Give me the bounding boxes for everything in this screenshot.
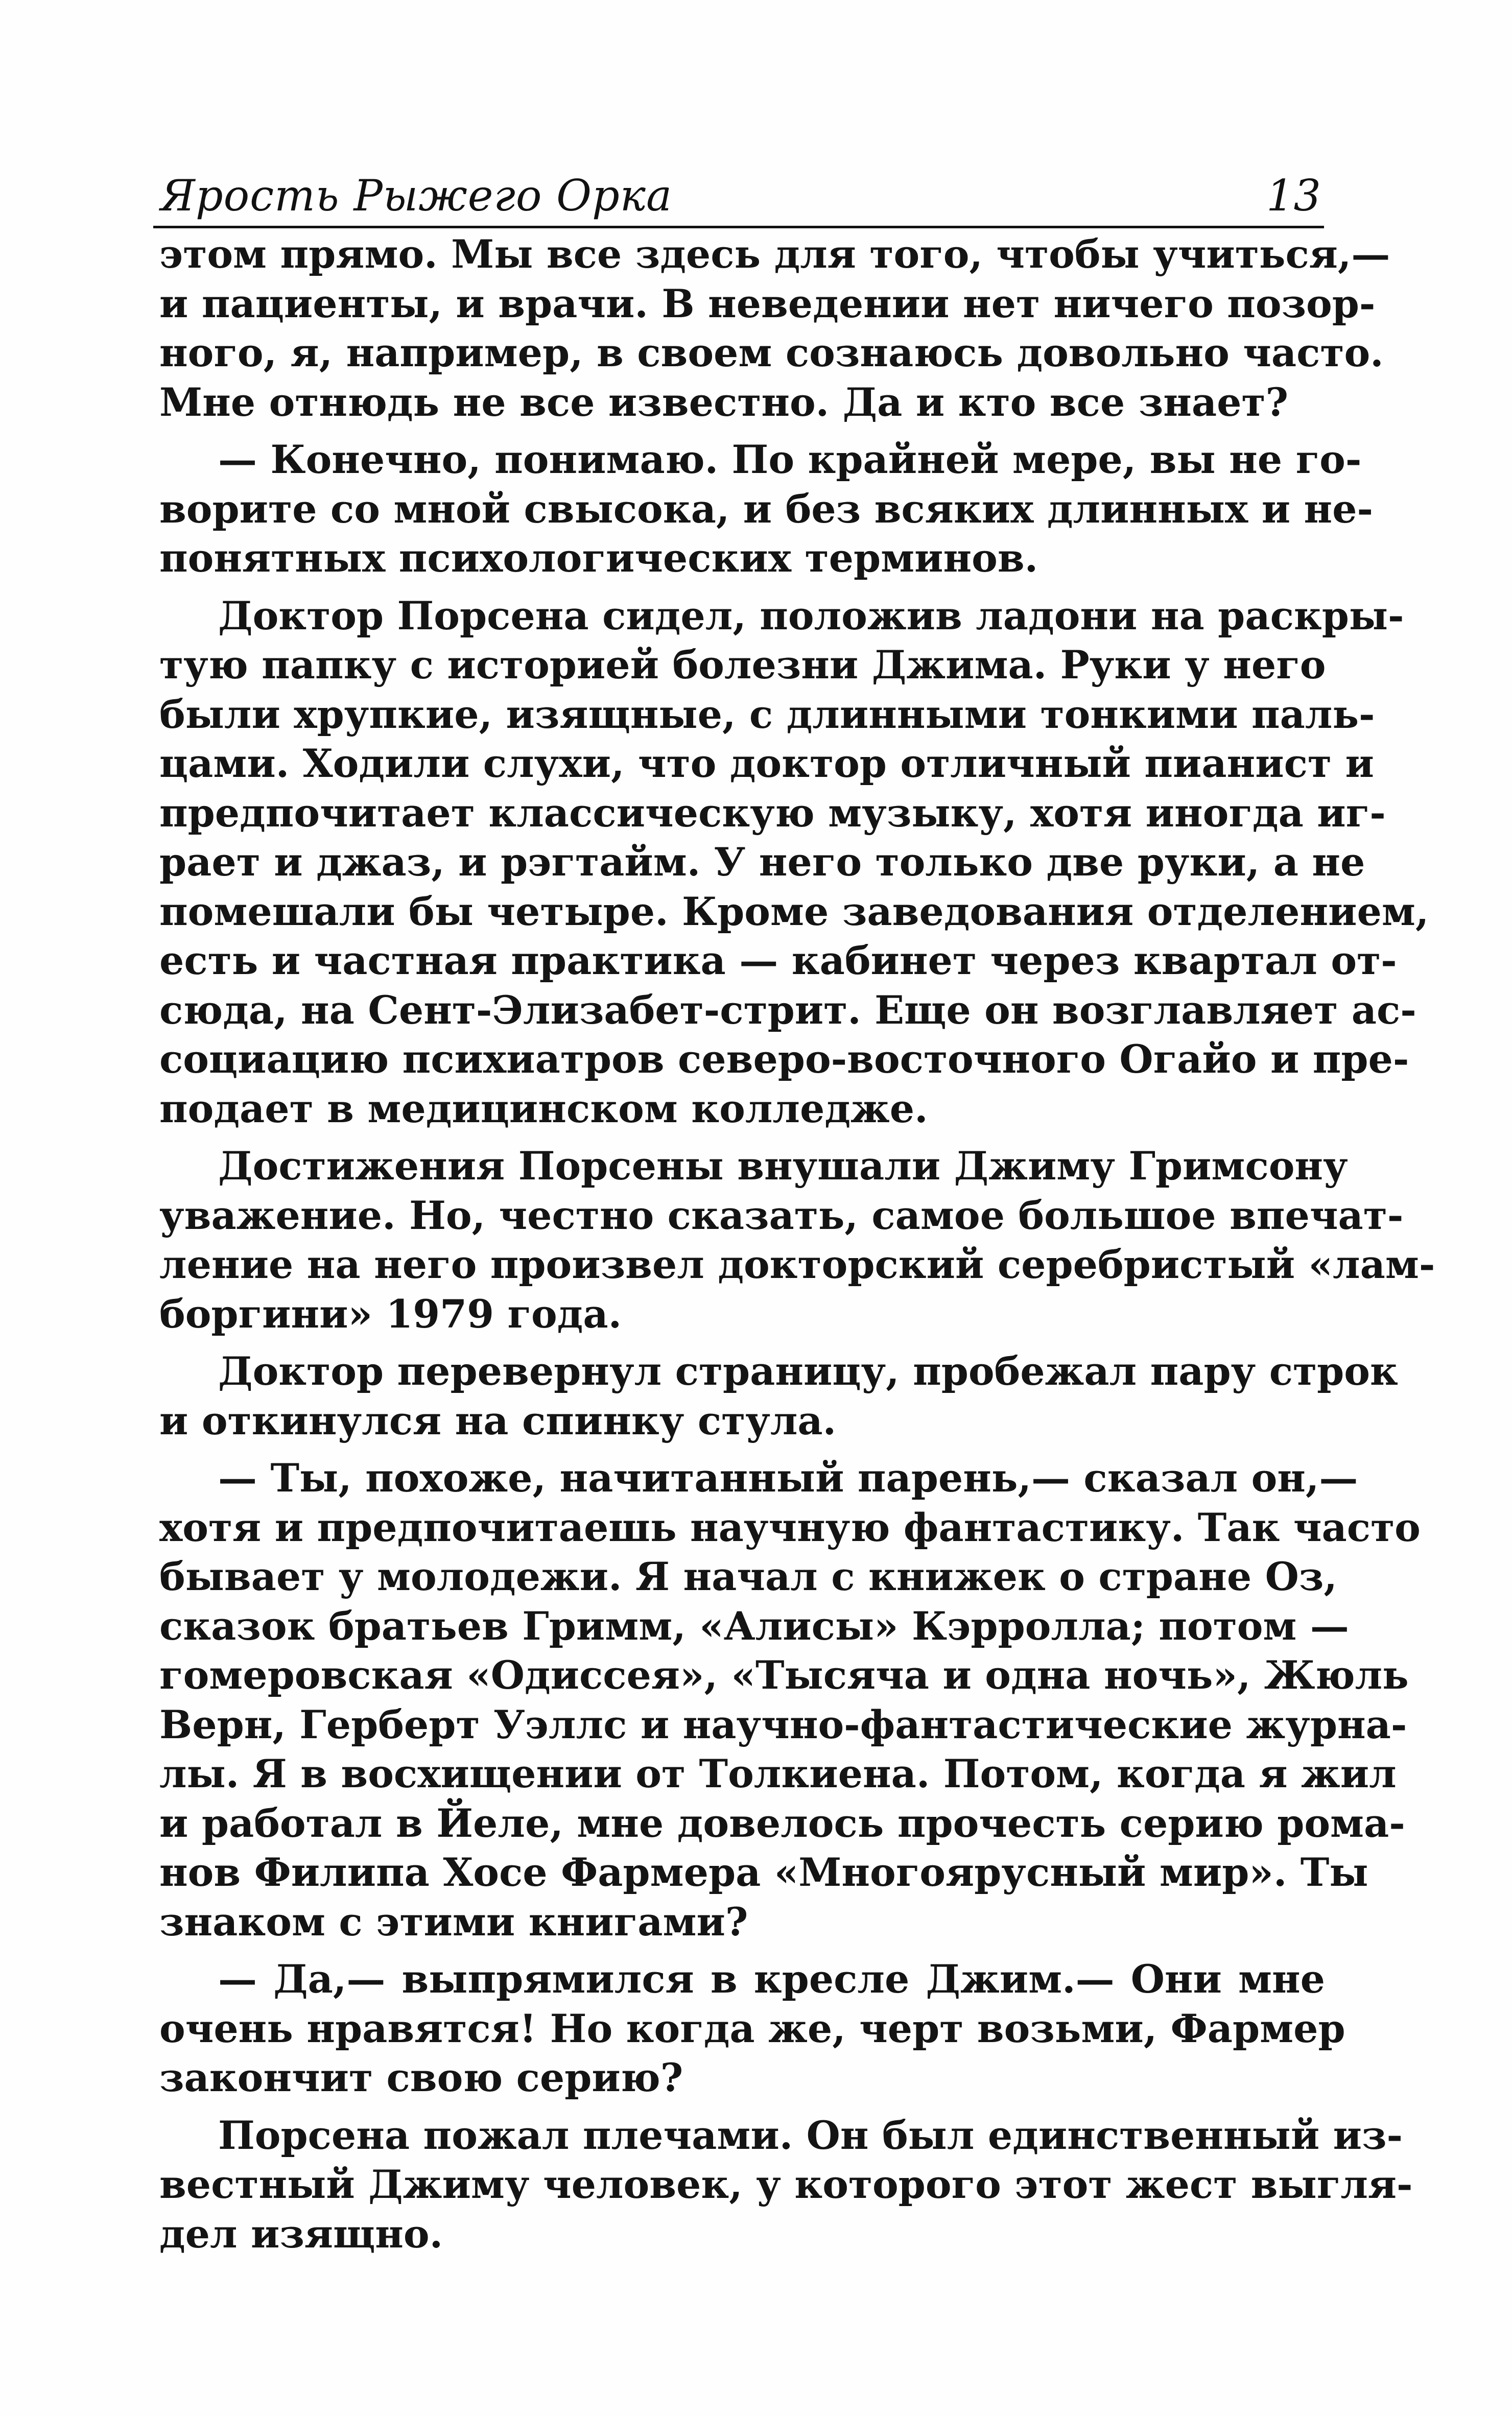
text-line: — Да,— выпрямился в кресле Джим.— Они мне (218, 1956, 1325, 2002)
text-line: этом прямо. Мы все здесь для того, чтобы учиться,— (159, 231, 1390, 277)
text-line: гомеровская «Одиссея», «Тысяча и одна ночь», Жюль (159, 1652, 1409, 1698)
paragraph (159, 230, 1390, 427)
text-line: Верн, Герберт Уэллс и научно-фантастические журна- (159, 1701, 1407, 1747)
text-line: дел изящно. (159, 2211, 443, 2257)
text-line: предпочитает классическую музыку, хотя иногда иг- (159, 790, 1386, 836)
text-line: знаком с этими книгами? (159, 1899, 748, 1945)
paragraph (159, 591, 1429, 1134)
running-title: Ярость Рыжего Орка (160, 171, 673, 221)
paragraph (159, 1955, 1345, 2103)
text-line: помешали бы четыре. Кроме заведования отделением, (159, 888, 1429, 934)
text-line: Порсена пожал плечами. Он был единственный из- (218, 2112, 1403, 2158)
text-line: цами. Ходили слухи, что доктор отличный пианист и (159, 741, 1374, 786)
text-line: сказок братьев Гримм, «Алисы» Кэрролла; потом — (159, 1603, 1349, 1649)
text-line: тую папку с историей болезни Джима. Руки у него (159, 642, 1326, 688)
paragraph (159, 1347, 1398, 1446)
text-line: рает и джаз, и рэгтайм. У него только две руки, а не (159, 839, 1365, 885)
text-line: сюда, на Сент-Элизабет-стрит. Еще он возглавляет ас- (159, 987, 1416, 1033)
paragraph (159, 2111, 1413, 2259)
text-line: и пациенты, и врачи. В неведении нет ничего позор- (159, 280, 1376, 326)
text-line: — Конечно, понимаю. По крайней мере, вы не го- (218, 437, 1362, 482)
text-line: уважение. Но, честно сказать, самое большое впечат- (159, 1192, 1404, 1238)
body-text (159, 230, 1435, 2259)
text-line: ворите со мной свысока, и без всяких длинных и не- (159, 486, 1374, 532)
text-line: и откинулся на спинку стула. (159, 1398, 837, 1443)
text-line: лы. Я в восхищении от Толкиена. Потом, когда я жил (159, 1751, 1397, 1796)
text-line: нов Филипа Хосе Фармера «Многоярусный мир». Ты (159, 1850, 1368, 1895)
paragraph (159, 435, 1374, 583)
text-line: — Ты, похоже, начитанный парень,— сказал он,— (218, 1455, 1358, 1501)
text-line: вестный Джиму человек, у которого этот жест выгля- (159, 2162, 1413, 2207)
text-line: очень нравятся! Но когда же, черт возьми, Фармер (159, 2005, 1345, 2051)
paragraph (159, 1142, 1435, 1339)
paragraph (159, 1454, 1421, 1947)
text-line: боргини» 1979 года. (159, 1291, 622, 1337)
text-line: ного, я, например, в своем сознаюсь довольно часто. (159, 330, 1384, 375)
text-line: ление на него произвел докторский серебристый «лам- (159, 1242, 1435, 1287)
text-line: Доктор Порсена сидел, положив ладони на раскры- (218, 593, 1404, 638)
running-header (153, 164, 1324, 228)
text-line: социацию психиатров северо-восточного Огайо и пре- (159, 1036, 1409, 1082)
page-number: 13 (1266, 171, 1321, 221)
text-line: Доктор перевернул страницу, пробежал пару строк (218, 1348, 1398, 1394)
text-line: были хрупкие, изящные, с длинными тонкими паль- (159, 691, 1375, 737)
text-line: бывает у молодежи. Я начал с книжек о стране Оз, (159, 1554, 1337, 1599)
text-line: и работал в Йеле, мне довелось прочесть серию рома- (159, 1800, 1405, 1846)
text-line: Мне отнюдь не все известно. Да и кто все знает? (159, 379, 1289, 425)
text-line: есть и частная практика — кабинет через квартал от- (159, 938, 1397, 983)
text-line: закончит свою серию? (159, 2055, 683, 2100)
text-line: Достижения Порсены внушали Джиму Гримсону (218, 1143, 1348, 1189)
text-line: хотя и предпочитаешь научную фантастику. Так часто (159, 1504, 1421, 1550)
text-line: понятных психологических терминов. (159, 535, 1038, 581)
text-line: подает в медицинском колледже. (159, 1085, 928, 1131)
